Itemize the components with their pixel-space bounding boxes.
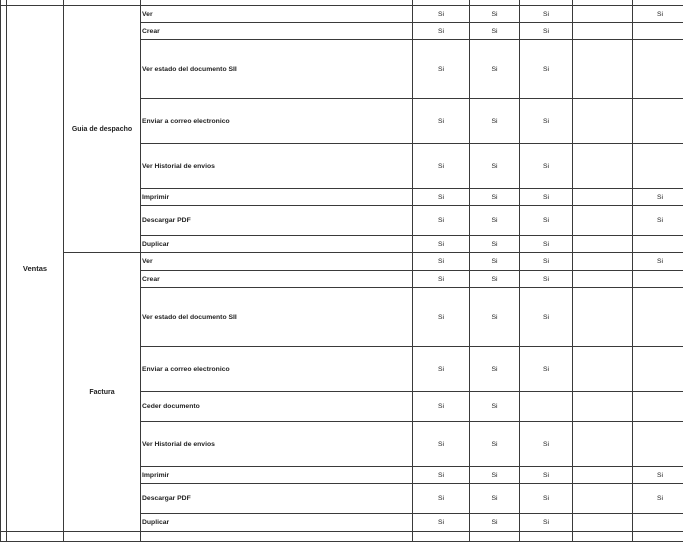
permission-cell: Si (413, 253, 470, 271)
permission-cell (573, 236, 633, 253)
permission-cell (633, 271, 683, 288)
permission-cell: Si (413, 6, 470, 23)
permission-cell (573, 392, 633, 422)
permission-cell: Si (520, 467, 573, 484)
action-cell: Ver Historial de envios (141, 144, 413, 189)
permission-cell: Si (413, 206, 470, 236)
table-row (1, 6, 683, 23)
permission-cell: Si (633, 467, 683, 484)
action-cell: Imprimir (141, 189, 413, 206)
permission-cell: Si (470, 206, 520, 236)
permission-cell: Si (470, 484, 520, 514)
permission-cell: Si (520, 288, 573, 347)
permission-cell: Si (520, 6, 573, 23)
permission-cell: Si (633, 206, 683, 236)
permission-cell: Si (413, 99, 470, 144)
module-cell: Ventas (7, 6, 64, 532)
partial-bottom-row (1, 532, 683, 542)
permission-cell: Si (470, 288, 520, 347)
permission-cell (573, 206, 633, 236)
action-cell: Duplicar (141, 236, 413, 253)
action-cell: Descargar PDF (141, 206, 413, 236)
permission-cell: Si (520, 514, 573, 532)
permission-cell: Si (470, 6, 520, 23)
permission-cell: Si (633, 189, 683, 206)
permission-cell: Si (520, 422, 573, 467)
permission-cell: Si (413, 23, 470, 40)
permission-cell (633, 23, 683, 40)
permission-cell (573, 23, 633, 40)
permission-cell: Si (413, 467, 470, 484)
action-cell: Ver (141, 253, 413, 271)
permission-cell: Si (520, 236, 573, 253)
permission-cell: Si (413, 514, 470, 532)
permission-cell: Si (520, 40, 573, 99)
permission-cell (573, 514, 633, 532)
permission-cell (633, 347, 683, 392)
permission-cell (573, 40, 633, 99)
permission-cell (573, 144, 633, 189)
action-cell: Ver estado del documento SII (141, 40, 413, 99)
permission-cell: Si (520, 99, 573, 144)
permission-cell: Si (470, 253, 520, 271)
action-cell: Crear (141, 271, 413, 288)
permission-cell (633, 236, 683, 253)
permission-cell: Si (470, 99, 520, 144)
permission-cell (633, 422, 683, 467)
permission-cell: Si (633, 6, 683, 23)
permission-cell: Si (520, 23, 573, 40)
permission-cell (633, 144, 683, 189)
permission-cell: Si (470, 347, 520, 392)
table-row (1, 253, 683, 271)
action-cell: Descargar PDF (141, 484, 413, 514)
action-cell: Ceder documento (141, 392, 413, 422)
permission-cell: Si (470, 144, 520, 189)
permission-cell (573, 99, 633, 144)
permission-cell (573, 189, 633, 206)
permission-cell (573, 271, 633, 288)
permission-cell (573, 484, 633, 514)
permission-cell (573, 422, 633, 467)
permission-cell (633, 288, 683, 347)
permission-cell: Si (520, 144, 573, 189)
permission-cell (573, 6, 633, 23)
action-cell: Ver Historial de envios (141, 422, 413, 467)
permission-cell (573, 467, 633, 484)
permission-cell: Si (413, 40, 470, 99)
action-cell: Enviar a correo electronico (141, 99, 413, 144)
permission-cell: Si (470, 514, 520, 532)
permission-cell: Si (413, 422, 470, 467)
permission-cell (633, 514, 683, 532)
permission-cell: Si (633, 484, 683, 514)
permission-cell: Si (413, 392, 470, 422)
permission-cell (633, 99, 683, 144)
permission-cell: Si (413, 189, 470, 206)
action-cell: Ver estado del documento SII (141, 288, 413, 347)
permission-cell: Si (413, 288, 470, 347)
permission-cell: Si (520, 206, 573, 236)
permission-cell: Si (470, 236, 520, 253)
permission-cell: Si (413, 347, 470, 392)
permission-cell: Si (633, 253, 683, 271)
action-cell: Imprimir (141, 467, 413, 484)
permission-cell: Si (520, 253, 573, 271)
permission-cell: Si (470, 271, 520, 288)
action-cell: Duplicar (141, 514, 413, 532)
permission-cell (633, 40, 683, 99)
permission-cell: Si (520, 271, 573, 288)
permission-cell: Si (413, 144, 470, 189)
permission-cell (520, 392, 573, 422)
section-cell: Factura (64, 253, 141, 532)
permission-cell (573, 253, 633, 271)
permission-cell: Si (470, 467, 520, 484)
permission-cell: Si (413, 484, 470, 514)
permission-cell: Si (413, 236, 470, 253)
permission-cell (573, 288, 633, 347)
permission-cell (633, 392, 683, 422)
section-cell: Guia de despacho (64, 6, 141, 253)
action-cell: Enviar a correo electronico (141, 347, 413, 392)
permission-cell: Si (470, 392, 520, 422)
permission-cell: Si (470, 189, 520, 206)
action-cell: Crear (141, 23, 413, 40)
permission-cell: Si (413, 271, 470, 288)
permission-cell: Si (470, 422, 520, 467)
permission-cell: Si (470, 23, 520, 40)
permission-cell: Si (470, 40, 520, 99)
action-cell: Ver (141, 6, 413, 23)
permission-cell: Si (520, 189, 573, 206)
permission-cell: Si (520, 347, 573, 392)
permission-cell (573, 347, 633, 392)
permission-cell: Si (520, 484, 573, 514)
